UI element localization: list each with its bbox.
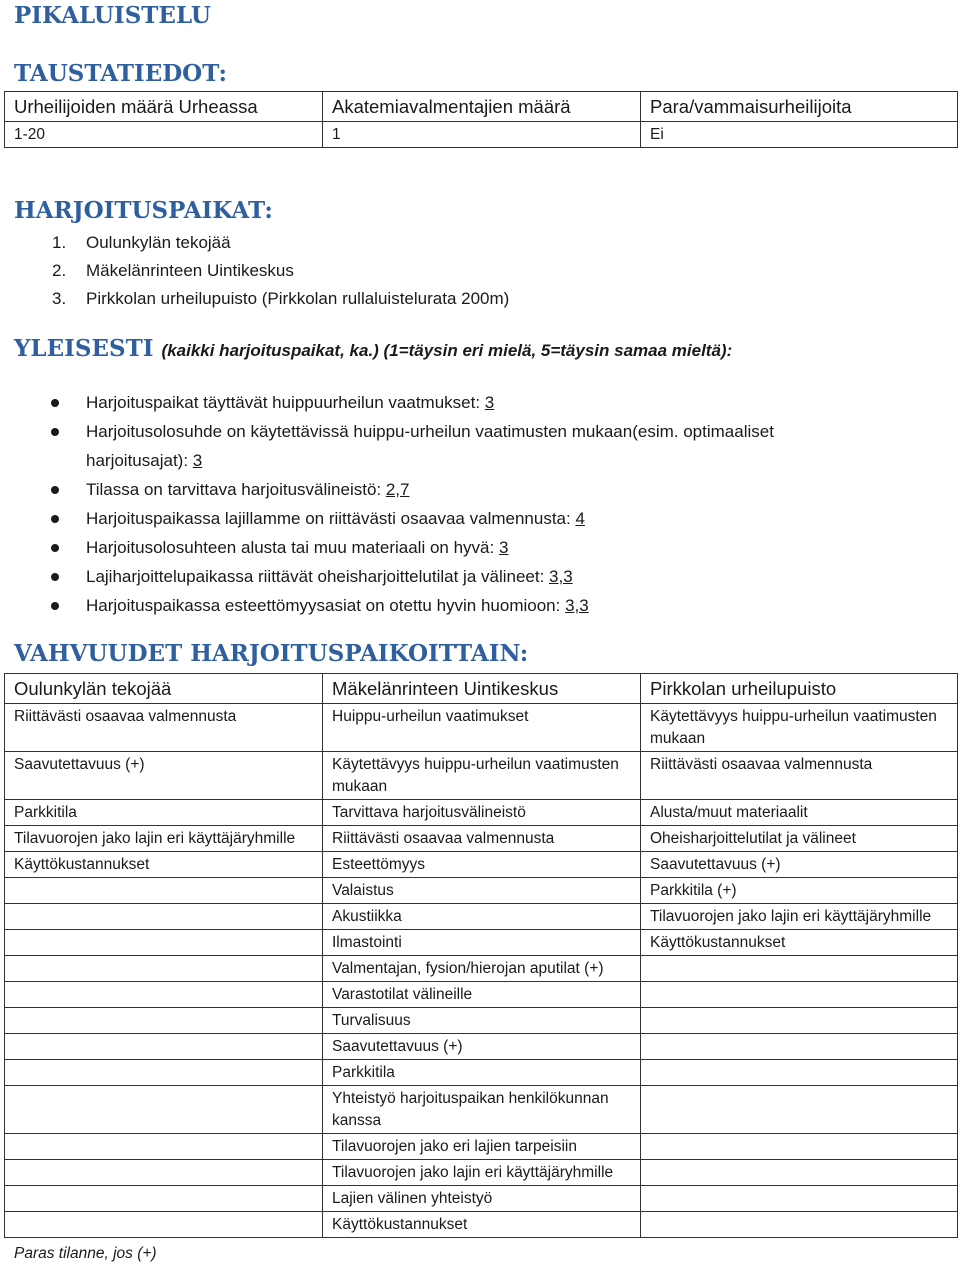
bullet-icon bbox=[51, 428, 59, 436]
athletes-value: 1-20 bbox=[5, 122, 323, 148]
table-row bbox=[5, 704, 958, 752]
table-cell: Valaistus bbox=[323, 878, 641, 904]
table-cell: Parkkitila bbox=[323, 1060, 641, 1086]
background-heading: TAUSTATIEDOT: bbox=[14, 60, 227, 87]
table-cell: Tilavuorojen jako lajin eri käyttäjäryhmille bbox=[323, 1160, 641, 1186]
table-cell bbox=[641, 1034, 958, 1060]
background-table bbox=[4, 91, 958, 148]
venue-label: Mäkelänrinteen Uintikeskus bbox=[86, 261, 294, 280]
table-cell bbox=[5, 982, 323, 1008]
venue-item bbox=[52, 285, 509, 313]
para-athletes-value: Ei bbox=[641, 122, 958, 148]
table-cell bbox=[5, 1134, 323, 1160]
table-cell: Riittävästi osaavaa valmennusta bbox=[5, 704, 323, 752]
table-cell bbox=[5, 930, 323, 956]
table-cell: Saavutettavuus (+) bbox=[323, 1034, 641, 1060]
table-cell: Huippu-urheilun vaatimukset bbox=[323, 704, 641, 752]
background-value-row bbox=[5, 122, 958, 148]
background-header-row bbox=[5, 92, 958, 122]
rating-text: Harjoituspaikassa esteettömyysasiat on otettu hyvin huomioon: bbox=[86, 596, 566, 615]
table-cell bbox=[641, 956, 958, 982]
venue-label: Oulunkylän tekojää bbox=[86, 233, 231, 252]
column-header-pirkkola: Pirkkolan urheilupuisto bbox=[641, 674, 958, 704]
table-cell: Tarvittava harjoitusvälineistö bbox=[323, 800, 641, 826]
table-row bbox=[5, 1160, 958, 1186]
table-row bbox=[5, 1086, 958, 1134]
table-row bbox=[5, 878, 958, 904]
table-cell: Parkkitila (+) bbox=[641, 878, 958, 904]
venue-item bbox=[52, 229, 509, 257]
table-cell: Käyttökustannukset bbox=[5, 852, 323, 878]
table-row bbox=[5, 1186, 958, 1212]
rating-text: Lajiharjoittelupaikassa riittävät oheisharjoittelutilat ja välineet: bbox=[86, 567, 550, 586]
column-header-oulunkyla: Oulunkylän tekojää bbox=[5, 674, 323, 704]
table-cell: Riittävästi osaavaa valmennusta bbox=[323, 826, 641, 852]
strengths-table bbox=[4, 673, 958, 1238]
table-cell bbox=[5, 1060, 323, 1086]
table-cell: Alusta/muut materiaalit bbox=[641, 800, 958, 826]
rating-score: 3 bbox=[484, 393, 495, 412]
table-cell: Akustiikka bbox=[323, 904, 641, 930]
table-row bbox=[5, 826, 958, 852]
table-cell bbox=[641, 1186, 958, 1212]
general-heading-subtitle: (kaikki harjoituspaikat, ka.) (1=täysin eri mielä, 5=täysin samaa mieltä): bbox=[161, 341, 733, 360]
table-row bbox=[5, 1008, 958, 1034]
rating-score: 4 bbox=[575, 509, 585, 528]
table-cell bbox=[5, 1186, 323, 1212]
strengths-header-row bbox=[5, 674, 958, 704]
general-heading bbox=[14, 337, 732, 360]
rating-text: Harjoitusolosuhde on käytettävissä huippu-urheilun vaatimusten mukaan(esim. optimaaliset harjoitusajat): bbox=[86, 422, 774, 470]
rating-item bbox=[50, 388, 850, 417]
venue-number: 1. bbox=[52, 233, 67, 252]
bullet-icon bbox=[51, 544, 59, 552]
table-cell: Käyttökustannukset bbox=[323, 1212, 641, 1238]
rating-item bbox=[50, 504, 850, 533]
table-cell bbox=[5, 904, 323, 930]
table-row bbox=[5, 752, 958, 800]
table-cell: Tilavuorojen jako lajin eri käyttäjäryhmille bbox=[641, 904, 958, 930]
general-heading-main: YLEISESTI bbox=[14, 335, 154, 362]
table-cell: Tilavuorojen jako lajin eri käyttäjäryhmille bbox=[5, 826, 323, 852]
rating-text: Harjoituspaikassa lajillamme on riittävästi osaavaa valmennusta: bbox=[86, 509, 576, 528]
table-cell: Varastotilat välineille bbox=[323, 982, 641, 1008]
rating-score: 3 bbox=[192, 451, 203, 470]
table-cell: Käytettävyys huippu-urheilun vaatimusten mukaan bbox=[641, 704, 958, 752]
bullet-icon bbox=[51, 486, 59, 494]
venue-number: 3. bbox=[52, 289, 67, 308]
column-header-athletes: Urheilijoiden määrä Urheassa bbox=[5, 92, 323, 122]
table-cell: Turvalisuus bbox=[323, 1008, 641, 1034]
bullet-icon bbox=[51, 573, 59, 581]
rating-item bbox=[50, 591, 850, 620]
column-header-coaches: Akatemiavalmentajien määrä bbox=[323, 92, 641, 122]
table-row bbox=[5, 800, 958, 826]
table-cell: Käyttökustannukset bbox=[641, 930, 958, 956]
table-cell: Valmentajan, fysion/hierojan aputilat (+) bbox=[323, 956, 641, 982]
ratings-list bbox=[50, 388, 850, 620]
table-cell: Oheisharjoittelutilat ja välineet bbox=[641, 826, 958, 852]
rating-item bbox=[50, 417, 850, 475]
table-cell: Tilavuorojen jako eri lajien tarpeisiin bbox=[323, 1134, 641, 1160]
table-cell bbox=[641, 1212, 958, 1238]
table-cell bbox=[5, 1034, 323, 1060]
table-row bbox=[5, 1134, 958, 1160]
table-cell bbox=[5, 1008, 323, 1034]
table-cell bbox=[5, 956, 323, 982]
strengths-heading: VAHVUUDET HARJOITUSPAIKOITTAIN: bbox=[14, 640, 529, 667]
rating-text: Harjoituspaikat täyttävät huippuurheilun vaatmukset: bbox=[86, 393, 485, 412]
table-cell: Riittävästi osaavaa valmennusta bbox=[641, 752, 958, 800]
table-cell bbox=[641, 1086, 958, 1134]
document-title: PIKALUISTELU bbox=[14, 2, 211, 29]
rating-score: 2,7 bbox=[385, 480, 410, 499]
coaches-value: 1 bbox=[323, 122, 641, 148]
table-cell bbox=[641, 1060, 958, 1086]
footnote: Paras tilanne, jos (+) bbox=[14, 1245, 157, 1262]
table-row bbox=[5, 930, 958, 956]
table-row bbox=[5, 982, 958, 1008]
table-row bbox=[5, 904, 958, 930]
table-cell: Saavutettavuus (+) bbox=[5, 752, 323, 800]
rating-item bbox=[50, 533, 850, 562]
rating-item bbox=[50, 475, 850, 504]
column-header-para-athletes: Para/vammaisurheilijoita bbox=[641, 92, 958, 122]
table-row bbox=[5, 1034, 958, 1060]
rating-text: Tilassa on tarvittava harjoitusvälineistö: bbox=[86, 480, 386, 499]
table-row bbox=[5, 956, 958, 982]
table-row bbox=[5, 1212, 958, 1238]
table-cell: Ilmastointi bbox=[323, 930, 641, 956]
column-header-makelanrinne: Mäkelänrinteen Uintikeskus bbox=[323, 674, 641, 704]
bullet-icon bbox=[51, 602, 59, 610]
table-cell bbox=[641, 1008, 958, 1034]
table-cell bbox=[5, 878, 323, 904]
rating-text: Harjoitusolosuhteen alusta tai muu materiaali on hyvä: bbox=[86, 538, 499, 557]
table-cell bbox=[641, 1134, 958, 1160]
table-cell bbox=[5, 1212, 323, 1238]
table-cell bbox=[5, 1160, 323, 1186]
table-cell: Esteettömyys bbox=[323, 852, 641, 878]
venue-list bbox=[52, 229, 509, 313]
rating-score: 3,3 bbox=[565, 596, 589, 615]
table-row bbox=[5, 1060, 958, 1086]
rating-score: 3 bbox=[498, 538, 509, 557]
table-cell: Parkkitila bbox=[5, 800, 323, 826]
table-cell bbox=[5, 1086, 323, 1134]
rating-item bbox=[50, 562, 850, 591]
bullet-icon bbox=[51, 515, 59, 523]
venue-number: 2. bbox=[52, 261, 67, 280]
table-row bbox=[5, 852, 958, 878]
bullet-icon bbox=[51, 399, 59, 407]
table-cell bbox=[641, 1160, 958, 1186]
venues-heading: HARJOITUSPAIKAT: bbox=[14, 197, 273, 224]
rating-score: 3,3 bbox=[549, 567, 573, 586]
table-cell: Saavutettavuus (+) bbox=[641, 852, 958, 878]
table-cell: Yhteistyö harjoituspaikan henkilökunnan kanssa bbox=[323, 1086, 641, 1134]
table-cell: Lajien välinen yhteistyö bbox=[323, 1186, 641, 1212]
venue-label: Pirkkolan urheilupuisto (Pirkkolan rullaluistelurata 200m) bbox=[86, 289, 510, 308]
table-cell bbox=[641, 982, 958, 1008]
table-cell: Käytettävyys huippu-urheilun vaatimusten mukaan bbox=[323, 752, 641, 800]
venue-item bbox=[52, 257, 509, 285]
